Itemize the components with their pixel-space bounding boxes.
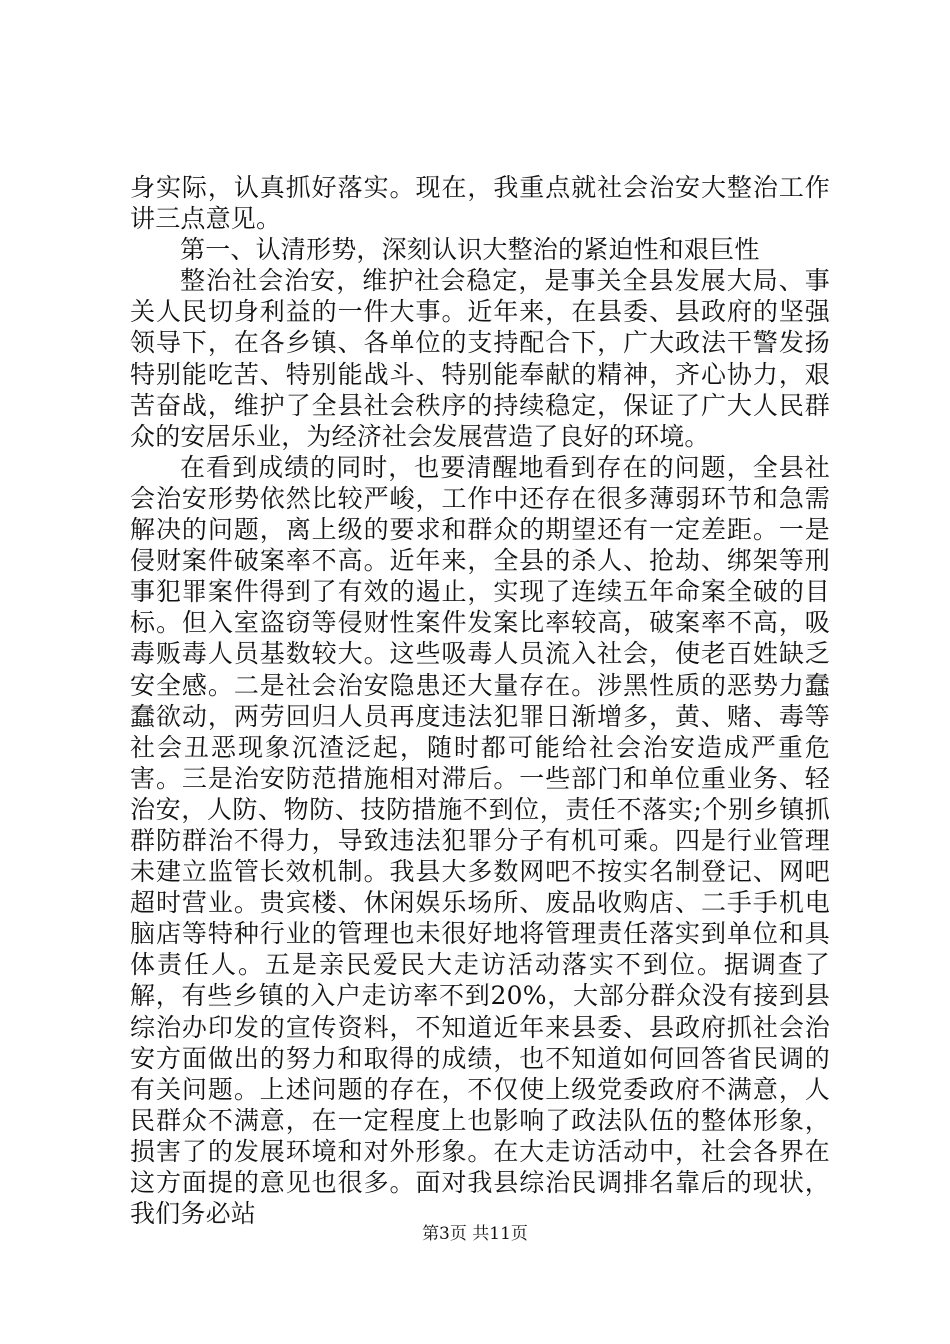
section-heading: 第一、认清形势，深刻认识大整治的紧迫性和艰巨性 [180,235,760,265]
paragraph-continuation: 身实际，认真抓好落实。现在，我重点就社会治安大整治工作讲三点意见。 [130,173,830,234]
page-footer: 第3页 共11页 [422,1224,528,1244]
paragraph-achievements: 整治社会治安，维护社会稳定，是事关全县发展大局、事关人民切身利益的一件大事。近年来，在县委、县政府的坚强领导下，在各乡镇、各单位的支持配合下，广大政法干警发扬特别能吃苦、特别能战斗、特别能奉献的精神，齐心协力，艰苦奋战，维护了全县社会秩序的持续稳定，保证了广大人民群众的安居乐业，为经济社会发展营造了良好的环境。 [130,266,830,451]
document-body [130,172,830,1229]
paragraph-problems: 在看到成绩的同时，也要清醒地看到存在的问题，全县社会治安形势依然比较严峻，工作中还存在很多薄弱环节和急需解决的问题，离上级的要求和群众的期望还有一定差距。一是侵财案件破案率不高。近年来，全县的杀人、抢劫、绑架等刑事犯罪案件得到了有效的遏止，实现了连续五年命案全破的目标。但入室盗窃等侵财性案件发案比率较高，破案率不高，吸毒贩毒人员基数较大。这些吸毒人员流入社会，使老百姓缺乏安全感。二是社会治安隐患还大量存在。涉黑性质的恶势力蠢蠢欲动，两劳回归人员再度违法犯罪日渐增多，黄、赌、毒等社会丑恶现象沉渣泛起，随时都可能给社会治安造成严重危害。三是治安防范措施相对滞后。一些部门和单位重业务、轻治安，人防、物防、技防措施不到位，责任不落实;个别乡镇抓群防群治不得力，导致违法犯罪分子有机可乘。四是行业管理未建立监管长效机制。我县大多数网吧不按实名制登记、网吧超时营业。贵宾楼、休闲娱乐场所、废品收购店、二手手机电脑店等特种行业的管理也未很好地将管理责任落实到单位和具体责任人。五是亲民爱民大走访活动落实不到位。据调查了解，有些乡镇的入户走访率不到20%，大部分群众没有接到县综治办印发的宣传资料，不知道近年来县委、县政府抓社会治安方面做出的努力和取得的成绩，也不知道如何回答省民调的有关问题。上述问题的存在，不仅使上级党委政府不满意，人民群众不满意，在一定程度上也影响了政法队伍的整体形象，损害了的发展环境和对外形象。在大走访活动中，社会各界在这方面提的意见也很多。面对我县综治民调排名靠后的现状，我们务必站 [130,452,830,1229]
